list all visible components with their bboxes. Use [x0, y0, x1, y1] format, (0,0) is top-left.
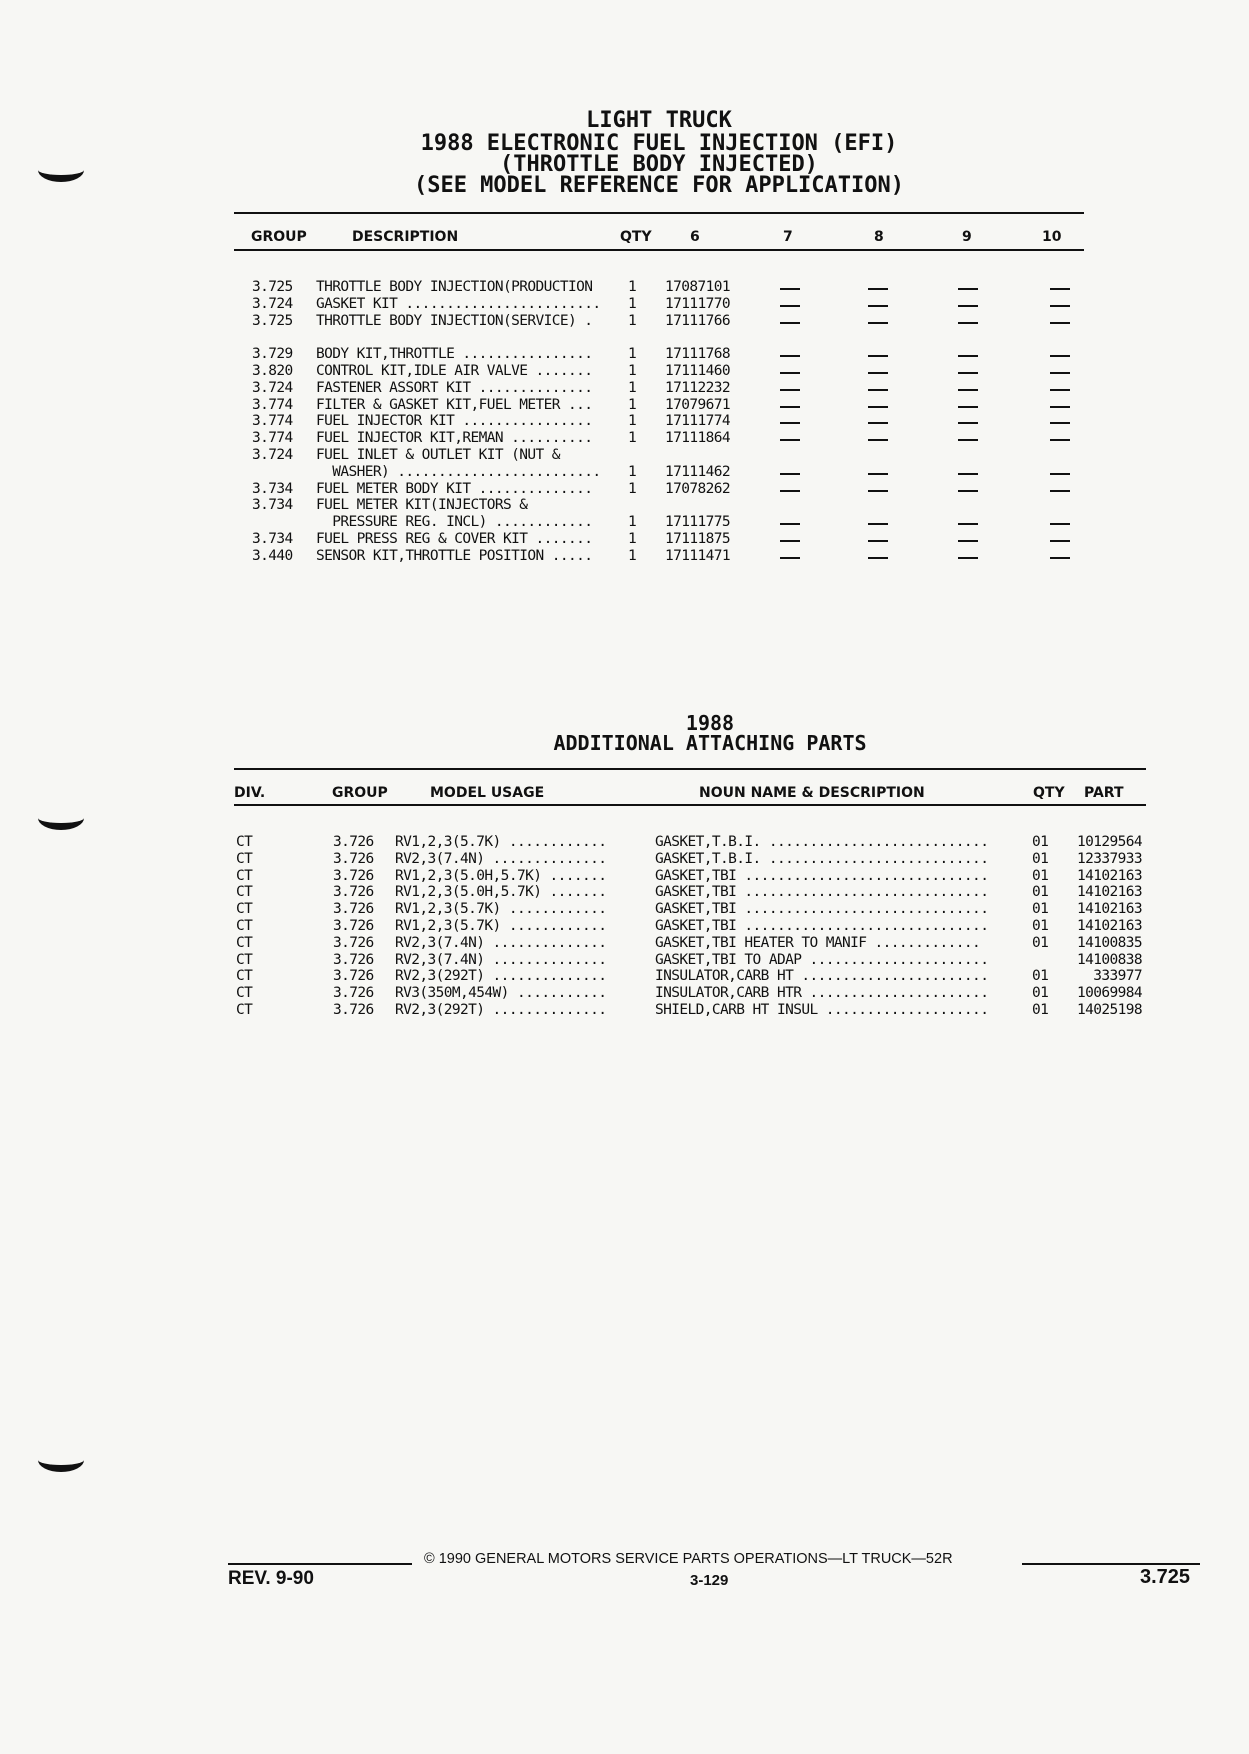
row-part-number: 14102163 — [1076, 884, 1142, 901]
row-description: CONTROL KIT,IDLE AIR VALVE ....... — [316, 363, 593, 379]
row-model-usage: RV1,2,3(5.7K) ............ — [395, 918, 607, 934]
row-description: WASHER) ......................... — [316, 463, 601, 480]
row-part-number: 17111775 — [665, 514, 731, 531]
table2-column-header: QTY — [1033, 785, 1065, 801]
not-applicable-dash — [958, 305, 978, 307]
row-part-number: 17111471 — [665, 547, 731, 564]
not-applicable-dash — [868, 439, 888, 441]
row-model-usage: RV2,3(7.4N) .............. — [395, 850, 607, 867]
row-group: 3.774 — [252, 396, 293, 413]
row-group: 3.440 — [252, 547, 293, 564]
row-quantity: 01 — [1032, 934, 1049, 951]
row-quantity: 01 — [1032, 901, 1049, 918]
row-description: THROTTLE BODY INJECTION(SERVICE) . — [316, 312, 593, 329]
row-group: 3.725 — [252, 279, 293, 295]
not-applicable-dash — [1050, 422, 1070, 424]
row-description: GASKET KIT ........................ — [316, 295, 601, 312]
not-applicable-dash — [868, 523, 888, 525]
row-group: 3.734 — [252, 480, 293, 497]
row-part-number: 14102163 — [1076, 867, 1142, 884]
row-quantity: 1 — [628, 463, 637, 480]
row-quantity: 1 — [628, 413, 637, 430]
row-quantity: 1 — [628, 430, 637, 447]
not-applicable-dash — [868, 372, 888, 374]
row-group: 3.724 — [252, 295, 293, 312]
row-noun-description: SHIELD,CARB HT INSUL .................... — [655, 1002, 989, 1018]
row-model-usage: RV2,3(7.4N) .............. — [395, 934, 607, 951]
row-noun-description: GASKET,T.B.I. ........................... — [655, 850, 989, 867]
row-group: 3.726 — [333, 951, 374, 968]
table2-header-rule — [234, 804, 1146, 806]
not-applicable-dash — [958, 523, 978, 525]
row-quantity: 01 — [1032, 985, 1049, 1002]
not-applicable-dash — [958, 422, 978, 424]
table1-column-header: 9 — [962, 229, 972, 245]
row-part-number: 14100835 — [1076, 934, 1142, 951]
table2-column-header: MODEL USAGE — [430, 785, 545, 801]
not-applicable-dash — [958, 473, 978, 475]
footer-rule-right — [1022, 1563, 1200, 1565]
table1-header-rule — [234, 249, 1084, 251]
not-applicable-dash — [958, 406, 978, 408]
row-part-number: 17111875 — [665, 531, 731, 547]
not-applicable-dash — [1050, 439, 1070, 441]
table1-column-header: QTY — [620, 229, 652, 245]
row-model-usage: RV2,3(7.4N) .............. — [395, 951, 607, 968]
not-applicable-dash — [780, 389, 800, 391]
not-applicable-dash — [780, 322, 800, 324]
not-applicable-dash — [1050, 490, 1070, 492]
table2-column-header: NOUN NAME & DESCRIPTION — [699, 785, 925, 801]
row-part-number: 17112232 — [665, 379, 731, 396]
not-applicable-dash — [780, 422, 800, 424]
row-group: 3.726 — [333, 850, 374, 867]
row-part-number: 17087101 — [665, 279, 731, 295]
table1-column-header: DESCRIPTION — [352, 229, 459, 245]
not-applicable-dash — [780, 406, 800, 408]
row-noun-description: GASKET,TBI .............................. — [655, 884, 989, 901]
not-applicable-dash — [868, 473, 888, 475]
not-applicable-dash — [868, 490, 888, 492]
not-applicable-dash — [868, 389, 888, 391]
row-group: 3.774 — [252, 430, 293, 447]
not-applicable-dash — [958, 540, 978, 542]
not-applicable-dash — [780, 557, 800, 559]
binder-hole-mark — [38, 158, 84, 182]
header-line-2: 1988 ELECTRONIC FUEL INJECTION (EFI) — [420, 131, 898, 156]
row-group: 3.734 — [252, 497, 293, 514]
row-model-usage: RV1,2,3(5.7K) ............ — [395, 834, 607, 850]
table1-column-header: 6 — [690, 229, 700, 245]
not-applicable-dash — [1050, 288, 1070, 290]
row-part-number: 14025198 — [1076, 1002, 1142, 1018]
not-applicable-dash — [958, 288, 978, 290]
not-applicable-dash — [958, 490, 978, 492]
footer-revision: REV. 9-90 — [228, 1568, 314, 1589]
row-part-number: 14102163 — [1076, 901, 1142, 918]
not-applicable-dash — [1050, 473, 1070, 475]
row-group: 3.820 — [252, 363, 293, 379]
table1-column-header: 8 — [874, 229, 884, 245]
not-applicable-dash — [958, 355, 978, 357]
row-description: FUEL METER BODY KIT .............. — [316, 480, 593, 497]
row-part-number: 17078262 — [665, 480, 731, 497]
row-part-number: 17111774 — [665, 413, 731, 430]
footer-copyright: © 1990 GENERAL MOTORS SERVICE PARTS OPERATIONS—LT TRUCK—52R — [424, 1551, 953, 1567]
footer-rule-left — [228, 1563, 412, 1565]
not-applicable-dash — [958, 372, 978, 374]
not-applicable-dash — [780, 355, 800, 357]
not-applicable-dash — [1050, 406, 1070, 408]
row-group: 3.726 — [333, 867, 374, 884]
not-applicable-dash — [780, 490, 800, 492]
row-part-number: 17111770 — [665, 295, 731, 312]
not-applicable-dash — [868, 422, 888, 424]
row-description: BODY KIT,THROTTLE ................ — [316, 346, 593, 363]
not-applicable-dash — [1050, 523, 1070, 525]
row-noun-description: GASKET,T.B.I. ........................... — [655, 834, 989, 850]
row-part-number: 17111462 — [665, 463, 731, 480]
not-applicable-dash — [780, 305, 800, 307]
section2-year: 1988 — [685, 711, 735, 735]
not-applicable-dash — [1050, 540, 1070, 542]
row-group: 3.726 — [333, 884, 374, 901]
binder-hole-mark — [38, 1448, 84, 1472]
row-quantity: 01 — [1032, 867, 1049, 884]
not-applicable-dash — [868, 406, 888, 408]
not-applicable-dash — [868, 540, 888, 542]
row-quantity: 01 — [1032, 1002, 1049, 1018]
row-description: FUEL INJECTOR KIT ................ — [316, 413, 593, 430]
not-applicable-dash — [958, 439, 978, 441]
row-division: CT — [236, 985, 253, 1002]
not-applicable-dash — [868, 305, 888, 307]
row-quantity: 1 — [628, 531, 637, 547]
row-quantity: 1 — [628, 346, 637, 363]
row-quantity: 1 — [628, 295, 637, 312]
row-part-number: 17079671 — [665, 396, 731, 413]
row-division: CT — [236, 834, 253, 850]
table2-top-rule — [234, 768, 1146, 770]
not-applicable-dash — [868, 322, 888, 324]
not-applicable-dash — [780, 540, 800, 542]
not-applicable-dash — [958, 557, 978, 559]
table1-column-header: GROUP — [251, 229, 307, 245]
row-group: 3.774 — [252, 413, 293, 430]
row-group: 3.726 — [333, 934, 374, 951]
row-quantity: 1 — [628, 396, 637, 413]
row-quantity: 1 — [628, 363, 637, 379]
row-group: 3.726 — [333, 968, 374, 985]
row-quantity: 1 — [628, 379, 637, 396]
row-division: CT — [236, 850, 253, 867]
row-quantity: 01 — [1032, 834, 1049, 850]
row-group: 3.724 — [252, 447, 293, 463]
table2-column-header: GROUP — [332, 785, 388, 801]
not-applicable-dash — [1050, 557, 1070, 559]
row-quantity: 01 — [1032, 850, 1049, 867]
row-description: FUEL PRESS REG & COVER KIT ....... — [316, 531, 593, 547]
row-part-number: 333977 — [1093, 968, 1142, 985]
row-part-number: 10129564 — [1076, 834, 1142, 850]
row-noun-description: GASKET,TBI TO ADAP ...................... — [655, 951, 989, 968]
row-division: CT — [236, 867, 253, 884]
row-part-number: 17111864 — [665, 430, 731, 447]
row-quantity: 1 — [628, 547, 637, 564]
row-division: CT — [236, 951, 253, 968]
row-model-usage: RV1,2,3(5.7K) ............ — [395, 901, 607, 918]
row-group: 3.734 — [252, 531, 293, 547]
not-applicable-dash — [780, 439, 800, 441]
row-noun-description: INSULATOR,CARB HT ....................... — [655, 968, 989, 985]
row-group: 3.724 — [252, 379, 293, 396]
row-description: FUEL METER KIT(INJECTORS & — [316, 497, 528, 514]
row-model-usage: RV2,3(292T) .............. — [395, 968, 607, 985]
footer-section-number: 3.725 — [1140, 1566, 1191, 1588]
row-group: 3.726 — [333, 834, 374, 850]
not-applicable-dash — [1050, 322, 1070, 324]
table1-column-header: 10 — [1042, 229, 1062, 245]
row-quantity: 01 — [1032, 884, 1049, 901]
binder-hole-mark — [38, 806, 84, 830]
not-applicable-dash — [958, 322, 978, 324]
row-part-number: 14100838 — [1076, 951, 1142, 968]
row-description: SENSOR KIT,THROTTLE POSITION ..... — [316, 547, 593, 564]
row-description: PRESSURE REG. INCL) ............ — [316, 514, 593, 531]
not-applicable-dash — [868, 355, 888, 357]
not-applicable-dash — [1050, 305, 1070, 307]
row-quantity: 1 — [628, 514, 637, 531]
row-model-usage: RV1,2,3(5.0H,5.7K) ....... — [395, 884, 607, 901]
row-description: FUEL INLET & OUTLET KIT (NUT & — [316, 447, 560, 463]
not-applicable-dash — [780, 288, 800, 290]
row-noun-description: INSULATOR,CARB HTR ...................... — [655, 985, 989, 1002]
row-group: 3.726 — [333, 901, 374, 918]
section2-title: ADDITIONAL ATTACHING PARTS — [553, 731, 867, 755]
row-quantity: 1 — [628, 312, 637, 329]
header-line-4: (SEE MODEL REFERENCE FOR APPLICATION) — [413, 173, 905, 198]
not-applicable-dash — [1050, 389, 1070, 391]
not-applicable-dash — [780, 523, 800, 525]
row-quantity: 1 — [628, 480, 637, 497]
row-quantity: 1 — [628, 279, 637, 295]
not-applicable-dash — [868, 557, 888, 559]
row-group: 3.725 — [252, 312, 293, 329]
table2-column-header: DIV. — [234, 785, 266, 801]
row-model-usage: RV3(350M,454W) ........... — [395, 985, 607, 1002]
table2-column-header: PART — [1084, 785, 1124, 801]
row-quantity: 01 — [1032, 968, 1049, 985]
row-part-number: 14102163 — [1076, 918, 1142, 934]
row-description: FILTER & GASKET KIT,FUEL METER ... — [316, 396, 593, 413]
row-group: 3.726 — [333, 985, 374, 1002]
row-division: CT — [236, 1002, 253, 1018]
row-division: CT — [236, 884, 253, 901]
header-line-1: LIGHT TRUCK — [586, 108, 732, 133]
row-division: CT — [236, 901, 253, 918]
row-noun-description: GASKET,TBI HEATER TO MANIF ............. — [655, 934, 981, 951]
row-part-number: 17111768 — [665, 346, 731, 363]
not-applicable-dash — [780, 372, 800, 374]
row-description: THROTTLE BODY INJECTION(PRODUCTION — [316, 279, 593, 295]
row-division: CT — [236, 968, 253, 985]
header-line-3: (THROTTLE BODY INJECTED) — [500, 152, 818, 177]
row-quantity: 01 — [1032, 918, 1049, 934]
row-division: CT — [236, 918, 253, 934]
row-model-usage: RV2,3(292T) .............. — [395, 1002, 607, 1018]
not-applicable-dash — [780, 473, 800, 475]
row-noun-description: GASKET,TBI .............................. — [655, 867, 989, 884]
row-noun-description: GASKET,TBI .............................. — [655, 918, 989, 934]
row-description: FUEL INJECTOR KIT,REMAN .......... — [316, 430, 593, 447]
row-division: CT — [236, 934, 253, 951]
not-applicable-dash — [1050, 372, 1070, 374]
row-part-number: 17111460 — [665, 363, 731, 379]
not-applicable-dash — [1050, 355, 1070, 357]
footer-page-number: 3-129 — [690, 1572, 729, 1589]
row-part-number: 10069984 — [1076, 985, 1142, 1002]
not-applicable-dash — [868, 288, 888, 290]
row-description: FASTENER ASSORT KIT .............. — [316, 379, 593, 396]
row-group: 3.726 — [333, 918, 374, 934]
row-group: 3.726 — [333, 1002, 374, 1018]
not-applicable-dash — [958, 389, 978, 391]
row-part-number: 17111766 — [665, 312, 731, 329]
row-noun-description: GASKET,TBI .............................. — [655, 901, 989, 918]
table1-top-rule — [234, 212, 1084, 214]
row-part-number: 12337933 — [1076, 850, 1142, 867]
row-model-usage: RV1,2,3(5.0H,5.7K) ....... — [395, 867, 607, 884]
row-group: 3.729 — [252, 346, 293, 363]
table1-column-header: 7 — [783, 229, 793, 245]
